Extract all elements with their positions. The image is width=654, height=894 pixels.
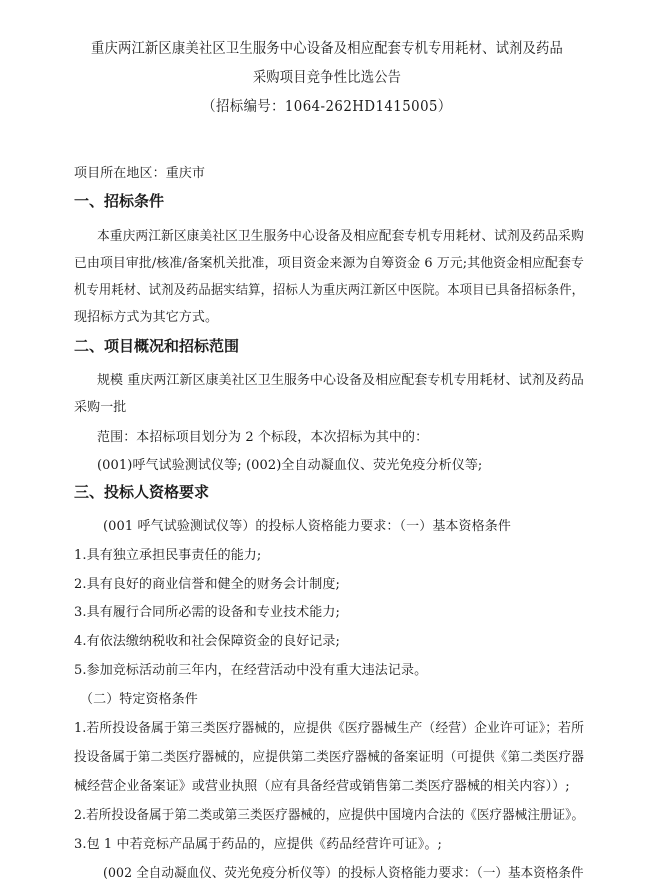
tender-number: （招标编号：1064-262HD1415005） — [202, 99, 452, 115]
document-title-line-2: 采购项目竞争性比选公告 — [252, 70, 402, 86]
basic-requirement-item: 1.具有独立承担民事责任的能力; — [74, 548, 262, 563]
section-1-paragraph-line: 已由项目审批/核准/备案机关批准，项目资金来源为自筹资金 6 万元;其他资金相应配套专 — [74, 256, 584, 271]
special-requirements-heading: （二）特定资格条件 — [80, 692, 198, 707]
section-2-scale-line: 采购一批 — [74, 400, 127, 415]
special-requirement-line: 投设备属于第二类医疗器械的，应提供第二类医疗器械的备案证明（可提供《第二类医疗器 — [74, 750, 585, 765]
section-1-heading: 一、招标条件 — [74, 192, 165, 210]
basic-requirement-item: 3.具有履行合同所必需的设备和专业技术能力; — [74, 605, 340, 620]
section-1-paragraph-line: 机专用耗材、试剂及药品据实结算，招标人为重庆两江新区中医院。本项目已具备招标条件， — [74, 283, 585, 298]
section-2-scope: 范围：本招标项目划分为 2 个标段，本次招标为其中的： — [97, 430, 429, 445]
basic-requirement-item: 2.具有良好的商业信誉和健全的财务会计制度; — [74, 577, 340, 592]
special-requirement-line: 械经营企业备案证》或营业执照（应有具备经营或销售第二类医疗器械的相关内容））; — [74, 779, 570, 794]
basic-requirement-item: 4.有依法缴纳税收和社会保障资金的良好记录; — [74, 634, 340, 649]
document-title-line-1: 重庆两江新区康美社区卫生服务中心设备及相应配套专机专用耗材、试剂及药品 — [90, 41, 564, 57]
section-2-scale-line: 规模 重庆两江新区康美社区卫生服务中心设备及相应配套专机专用耗材、试剂及药品 — [97, 373, 584, 388]
special-requirement-line: 1.若所投设备属于第三类医疗器械的，应提供《医疗器械生产（经营）企业许可证》；若所 — [74, 721, 585, 736]
special-requirement-line: 2.若所投设备属于第二类或第三类医疗器械的，应提供中国境内合法的《医疗器械注册证》。 — [74, 808, 585, 823]
project-location: 项目所在地区：重庆市 — [74, 166, 206, 181]
lot-1-requirements-intro: (001 呼气试验测试仪等）的投标人资格能力要求：（一）基本资格条件 — [103, 519, 511, 534]
special-requirement-line: 3.包 1 中若竞标产品属于药品的，应提供《药品经营许可证》。; — [74, 837, 443, 852]
basic-requirement-item: 5.参加竞标活动前三年内，在经营活动中没有重大违法记录。 — [74, 663, 428, 678]
section-3-heading: 三、投标人资格要求 — [74, 483, 210, 501]
section-1-paragraph-line: 现招标方式为其它方式。 — [74, 310, 219, 325]
section-2-lots: (001)呼气试验测试仪等; (002)全自动凝血仪、荧光免疫分析仪等; — [97, 458, 483, 473]
section-1-paragraph-line: 本重庆两江新区康美社区卫生服务中心设备及相应配套专机专用耗材、试剂及药品采购 — [97, 229, 584, 244]
lot-2-requirements-intro: (002 全自动凝血仪、荧光免疫分析仪等）的投标人资格能力要求：（一）基本资格条件 — [103, 866, 584, 881]
section-2-heading: 二、项目概况和招标范围 — [74, 337, 240, 355]
